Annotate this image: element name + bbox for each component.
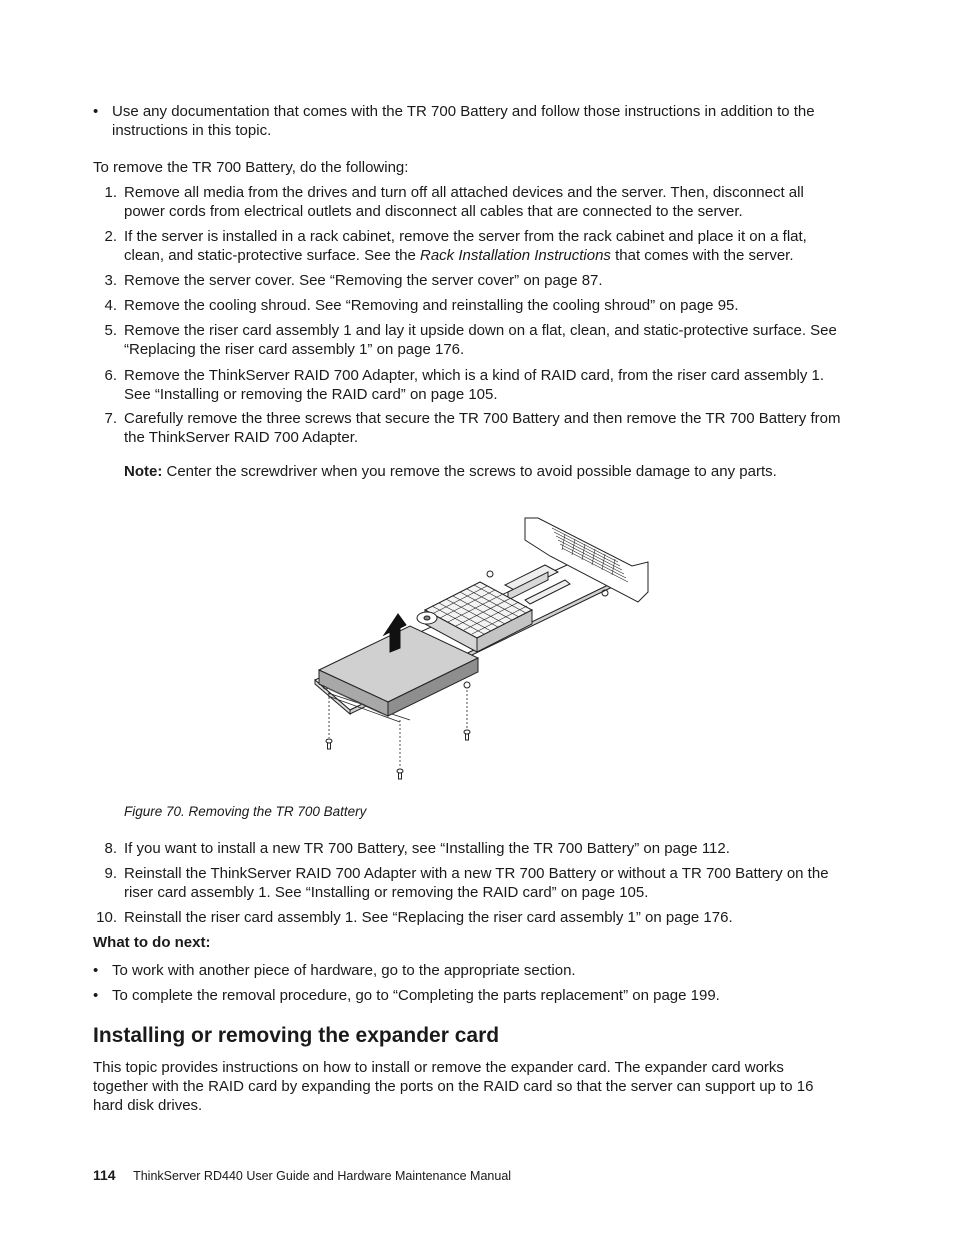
next-bullet-text: To work with another piece of hardware, go to the appropriate section. (112, 962, 576, 979)
step-number: 9. (104, 865, 117, 882)
step-text: Reinstall the riser card assembly 1. See “Replacing the riser card assembly 1” on page 176. (124, 909, 733, 926)
intro-bullet (93, 102, 843, 140)
intro-bullet-text: Use any documentation that comes with the TR 700 Battery and follow those instructions in addition to the instructions in this topic. (112, 103, 815, 139)
figure-caption: Figure 70. Removing the TR 700 Battery (124, 804, 367, 819)
step-number: 2. (104, 228, 117, 245)
step-4 (93, 296, 843, 315)
next-bullet (93, 961, 843, 980)
step-number: 5. (104, 322, 117, 339)
next-label: What to do next: (93, 934, 211, 951)
rack-install-title: Rack Installation Instructions (420, 247, 611, 264)
note (124, 462, 844, 481)
board-hole (487, 571, 493, 577)
next-bullet-text: To complete the removal procedure, go to “Completing the parts replacement” on page 199. (112, 987, 720, 1004)
battery-removal-figure (300, 510, 670, 785)
next-bullet (93, 986, 843, 1005)
step-2 (93, 227, 843, 265)
step-text: Remove the cooling shroud. See “Removing and reinstalling the cooling shroud” on page 95. (124, 297, 739, 314)
bullet-glyph: • (93, 103, 99, 120)
step-number: 1. (104, 184, 117, 201)
step-5 (93, 321, 843, 359)
step-number: 10. (96, 909, 117, 926)
step-6 (93, 366, 843, 404)
document-title: ThinkServer RD440 User Guide and Hardware Maintenance Manual (133, 1169, 512, 1183)
step-text: Remove the riser card assembly 1 and lay it upside down on a flat, clean, and static-protective surface. See “Replacing the riser card assembly 1” on page 176. (124, 322, 837, 358)
step-3 (93, 271, 843, 290)
note-label: Note: (124, 463, 163, 480)
board-hole (464, 682, 470, 688)
step-text: If you want to install a new TR 700 Battery, see “Installing the TR 700 Battery” on page 112. (124, 840, 730, 857)
step-text: Carefully remove the three screws that secure the TR 700 Battery and then remove the TR 700 Battery from the ThinkServer RAID 700 Adapter. (124, 410, 841, 446)
step-9 (93, 864, 843, 902)
step-number: 8. (104, 840, 117, 857)
step-text: Remove the server cover. See “Removing the server cover” on page 87. (124, 272, 603, 289)
page-footer (93, 1166, 511, 1186)
step-1 (93, 183, 843, 221)
note-text: Center the screwdriver when you remove the screws to avoid possible damage to any parts. (162, 463, 777, 480)
remove-intro: To remove the TR 700 Battery, do the following: (93, 159, 409, 176)
page-number: 114 (93, 1167, 116, 1183)
step-text: If the server is installed in a rack cabinet, remove the server from the rack cabinet and place it on a flat, clean, and static-protective surface. See the Rack Installation Instructions that comes with the server. (124, 228, 807, 264)
screws (326, 730, 470, 779)
step-7 (93, 409, 843, 447)
step-text: Remove all media from the drives and turn off all attached devices and the server. Then, disconnect all power cords from electrical outlets and disconnect all cables that are connected to the server. (124, 184, 804, 220)
bullet-glyph: • (93, 962, 99, 979)
step-number: 3. (104, 272, 117, 289)
section-heading: Installing or removing the expander card (93, 1024, 500, 1047)
bullet-glyph: • (93, 987, 99, 1004)
step-10 (93, 908, 843, 927)
step-text: Remove the ThinkServer RAID 700 Adapter, which is a kind of RAID card, from the riser card assembly 1. See “Installing or removing the RAID card” on page 105. (124, 367, 825, 403)
section-body: This topic provides instructions on how to install or remove the expander card. The expander card works together with the RAID card by expanding the ports on the RAID card so that the server can support up to 16 hard disk drives. (93, 1059, 814, 1114)
step-number: 6. (104, 367, 117, 384)
step-number: 7. (104, 410, 117, 427)
step-8 (93, 839, 843, 858)
step-text: Reinstall the ThinkServer RAID 700 Adapter with a new TR 700 Battery or without a TR 700 Battery on the riser card assembly 1. See “Installing or removing the RAID card” on page 105. (124, 865, 829, 901)
step-number: 4. (104, 297, 117, 314)
